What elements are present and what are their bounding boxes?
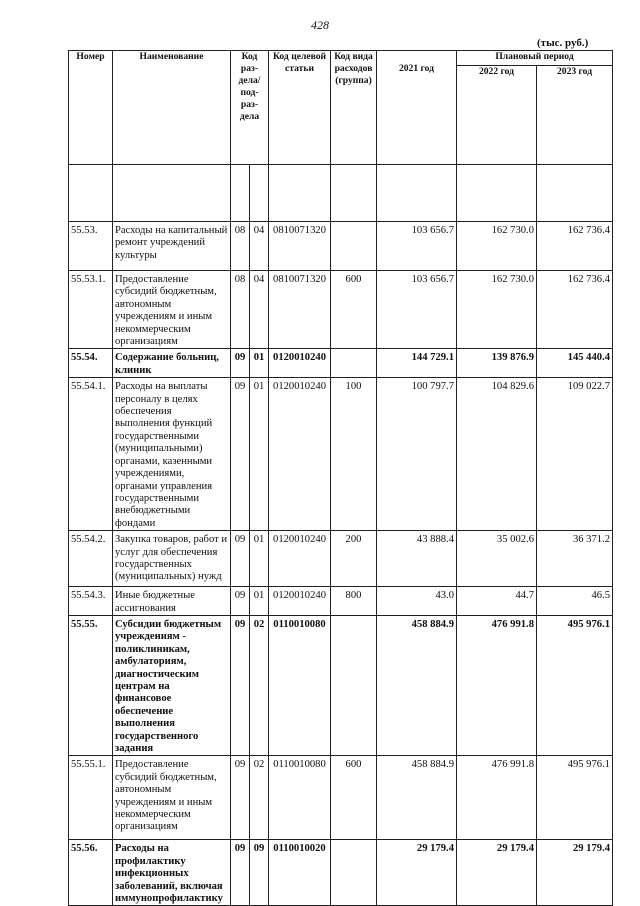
table-row bbox=[69, 587, 613, 616]
row-amount-2021: 100 797.7 bbox=[377, 378, 457, 531]
row-subsection: 01 bbox=[250, 378, 269, 531]
table-row bbox=[69, 840, 613, 906]
row-amount-2023: 29 179.4 bbox=[537, 840, 613, 906]
row-amount-2023: 145 440.4 bbox=[537, 349, 613, 378]
row-target-code: 0120010240 bbox=[269, 349, 331, 378]
row-number: 55.54.1. bbox=[69, 378, 113, 531]
row-number: 55.55.1. bbox=[69, 756, 113, 840]
row-subsection: 04 bbox=[250, 271, 269, 349]
row-expense-type bbox=[331, 222, 377, 271]
row-number: 55.53.1. bbox=[69, 271, 113, 349]
row-expense-type: 600 bbox=[331, 271, 377, 349]
row-section: 09 bbox=[231, 840, 250, 906]
row-expense-type: 800 bbox=[331, 587, 377, 616]
row-section: 09 bbox=[231, 756, 250, 840]
row-section: 09 bbox=[231, 349, 250, 378]
table-row bbox=[69, 378, 613, 531]
row-amount-2021: 43.0 bbox=[377, 587, 457, 616]
row-name: Расходы на выплаты персоналу в целях обеспечения выполнения функций государственными (муниципальными) органами, казенными учреждениями, органами управления государственными внебюджетными фондами bbox=[113, 378, 231, 531]
row-number: 55.55. bbox=[69, 615, 113, 755]
header-target-code: Код целевой статьи bbox=[269, 51, 331, 165]
row-target-code: 0110010020 bbox=[269, 840, 331, 906]
header-year-2023: 2023 год bbox=[537, 66, 613, 165]
row-section: 09 bbox=[231, 378, 250, 531]
row-section: 09 bbox=[231, 531, 250, 587]
row-expense-type: 200 bbox=[331, 531, 377, 587]
row-section: 08 bbox=[231, 271, 250, 349]
row-expense-type: 600 bbox=[331, 756, 377, 840]
row-amount-2022: 44.7 bbox=[457, 587, 537, 616]
row-amount-2023: 36 371.2 bbox=[537, 531, 613, 587]
header-expense-type: Код вида расходов (группа) bbox=[331, 51, 377, 165]
row-amount-2022: 476 991.8 bbox=[457, 615, 537, 755]
row-name: Закупка товаров, работ и услуг для обеспечения государственных (муниципальных) нужд bbox=[113, 531, 231, 587]
row-name: Содержание больниц, клиник bbox=[113, 349, 231, 378]
row-name: Расходы на профилактику инфекционных заболеваний, включая иммунопрофилактику bbox=[113, 840, 231, 906]
table-row bbox=[69, 531, 613, 587]
row-amount-2022: 104 829.6 bbox=[457, 378, 537, 531]
row-target-code: 0110010080 bbox=[269, 756, 331, 840]
row-amount-2022: 35 002.6 bbox=[457, 531, 537, 587]
row-target-code: 0120010240 bbox=[269, 378, 331, 531]
row-expense-type bbox=[331, 840, 377, 906]
header-name: Наименование bbox=[113, 51, 231, 165]
row-target-code: 0110010080 bbox=[269, 615, 331, 755]
row-expense-type bbox=[331, 615, 377, 755]
row-amount-2022: 476 991.8 bbox=[457, 756, 537, 840]
row-number: 55.56. bbox=[69, 840, 113, 906]
row-target-code: 0120010240 bbox=[269, 587, 331, 616]
row-target-code: 0810071320 bbox=[269, 271, 331, 349]
row-name: Субсидии бюджетным учреждениям - поликлиникам, амбулаториям, диагностическим центрам на финансовое обеспечение выполнения государственного задания bbox=[113, 615, 231, 755]
header-number: Номер bbox=[69, 51, 113, 165]
row-subsection: 02 bbox=[250, 756, 269, 840]
row-expense-type bbox=[331, 349, 377, 378]
row-amount-2021: 458 884.9 bbox=[377, 756, 457, 840]
row-amount-2023: 162 736.4 bbox=[537, 222, 613, 271]
table-row bbox=[69, 222, 613, 271]
units-note: (тыс. руб.) bbox=[537, 37, 589, 49]
table-row bbox=[69, 271, 613, 349]
row-number: 55.54. bbox=[69, 349, 113, 378]
row-amount-2022: 29 179.4 bbox=[457, 840, 537, 906]
header-planning-period: Плановый период bbox=[457, 51, 613, 66]
row-subsection: 04 bbox=[250, 222, 269, 271]
row-amount-2023: 495 976.1 bbox=[537, 756, 613, 840]
row-subsection: 09 bbox=[250, 840, 269, 906]
row-subsection: 02 bbox=[250, 615, 269, 755]
header-year-2022: 2022 год bbox=[457, 66, 537, 165]
row-subsection: 01 bbox=[250, 587, 269, 616]
header-section-code: Код раз- дела/ под- раз- дела bbox=[231, 51, 269, 165]
row-name: Предоставление субсидий бюджетным, автономным учреждениям и иным некоммерческим организациям bbox=[113, 756, 231, 840]
row-amount-2022: 139 876.9 bbox=[457, 349, 537, 378]
table-body bbox=[69, 165, 613, 906]
table-header bbox=[69, 51, 613, 165]
row-amount-2022: 162 730.0 bbox=[457, 271, 537, 349]
row-amount-2021: 458 884.9 bbox=[377, 615, 457, 755]
row-amount-2023: 46.5 bbox=[537, 587, 613, 616]
table-row bbox=[69, 615, 613, 755]
row-amount-2023: 495 976.1 bbox=[537, 615, 613, 755]
row-amount-2021: 43 888.4 bbox=[377, 531, 457, 587]
header-spacer-row bbox=[69, 165, 613, 222]
row-section: 09 bbox=[231, 615, 250, 755]
header-year-2021: 2021 год bbox=[377, 51, 457, 165]
row-section: 08 bbox=[231, 222, 250, 271]
row-name: Предоставление субсидий бюджетным, автономным учреждениям и иным некоммерческим организациям bbox=[113, 271, 231, 349]
row-amount-2022: 162 730.0 bbox=[457, 222, 537, 271]
row-subsection: 01 bbox=[250, 349, 269, 378]
row-amount-2023: 109 022.7 bbox=[537, 378, 613, 531]
budget-table bbox=[68, 50, 613, 906]
page-number: 428 bbox=[311, 18, 329, 32]
row-expense-type: 100 bbox=[331, 378, 377, 531]
row-amount-2021: 29 179.4 bbox=[377, 840, 457, 906]
row-target-code: 0810071320 bbox=[269, 222, 331, 271]
row-amount-2021: 103 656.7 bbox=[377, 222, 457, 271]
row-amount-2023: 162 736.4 bbox=[537, 271, 613, 349]
row-amount-2021: 144 729.1 bbox=[377, 349, 457, 378]
row-subsection: 01 bbox=[250, 531, 269, 587]
row-number: 55.54.2. bbox=[69, 531, 113, 587]
row-target-code: 0120010240 bbox=[269, 531, 331, 587]
row-amount-2021: 103 656.7 bbox=[377, 271, 457, 349]
row-name: Расходы на капитальный ремонт учреждений культуры bbox=[113, 222, 231, 271]
row-name: Иные бюджетные ассигнования bbox=[113, 587, 231, 616]
row-section: 09 bbox=[231, 587, 250, 616]
table-row bbox=[69, 756, 613, 840]
row-number: 55.54.3. bbox=[69, 587, 113, 616]
table-row bbox=[69, 349, 613, 378]
row-number: 55.53. bbox=[69, 222, 113, 271]
